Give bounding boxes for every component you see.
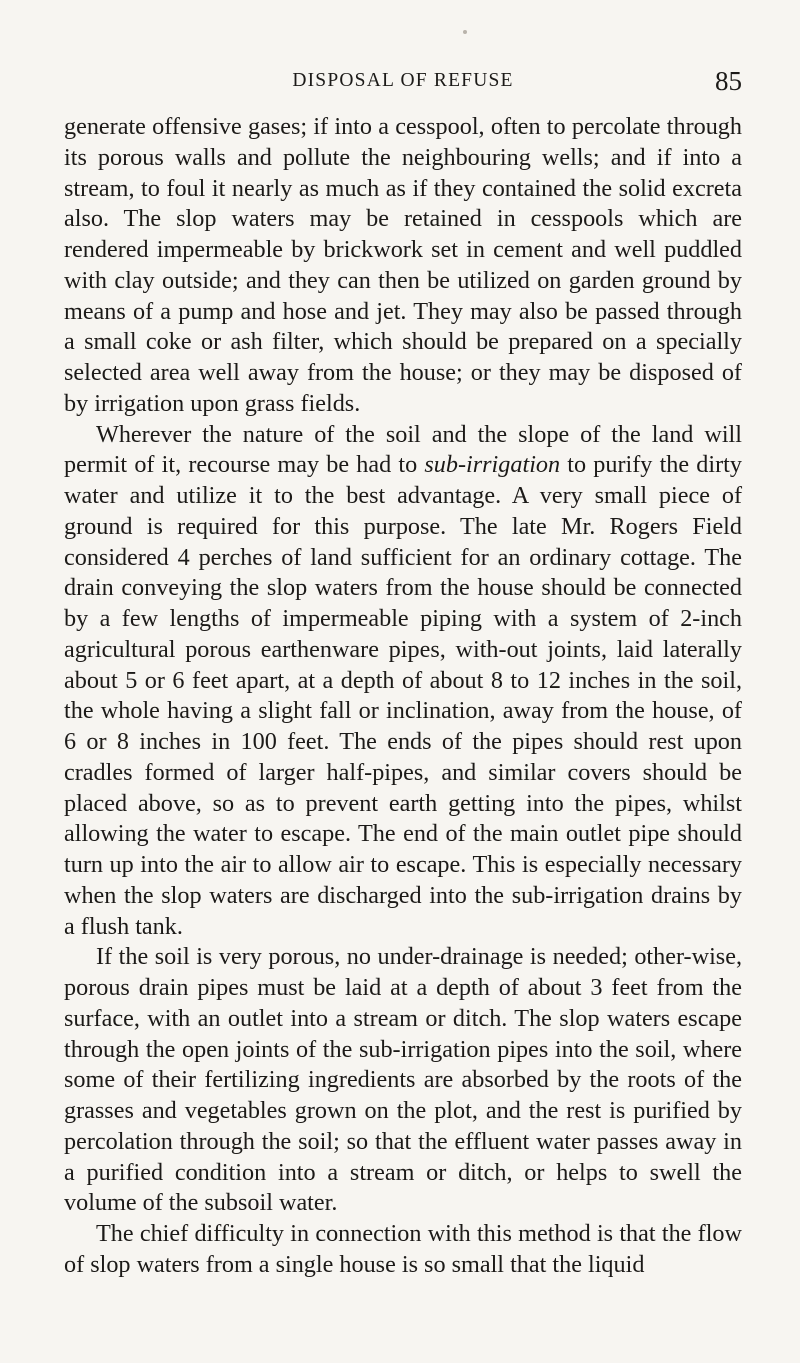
paragraph xyxy=(64,1219,742,1281)
text-run: Wherever the nature of the soil and the slope of the land will permit of it, recourse may be had to xyxy=(64,420,742,479)
body-text xyxy=(64,112,742,1281)
text-run: to purify the dirty water and utilize it to the best advantage. A very small piece of ground is required for this purpose. The late Mr. Rogers Field considered 4 perches of land sufficient for an ordinary cottage. The drain conveying the slop waters from the house should be connected by a few lengths of impermeable piping with a system of 2-inch agricultural porous earthenware pipes, with-out joints, laid laterally about 5 or 6 feet apart, at a depth of about 8 to 12 inches in the soil, the whole having a slight fall or inclination, away from the house, of 6 or 8 inches in 100 feet. The ends of the pipes should rest upon cradles formed of larger half-pipes, and similar covers should be placed above, so as to prevent earth getting into the pipes, whilst allowing the water to escape. The end of the main outlet pipe should turn up into the air to allow air to escape. This is especially necessary when the slop waters are discharged into the sub-irrigation drains by a flush tank. xyxy=(64,451,742,940)
paragraph xyxy=(64,112,742,420)
text-run: If the soil is very porous, no under-drainage is needed; other-wise, porous drain pipes must be laid at a depth of about 3 feet from the surface, with an outlet into a stream or ditch. The slop waters escape through the open joints of the sub-irrigation pipes into the soil, where some of their fertilizing ingredients are absorbed by the roots of the grasses and vegetables grown on the plot, and the rest is purified by percolation through the soil; so that the effluent water passes away in a purified condition into a stream or ditch, or helps to swell the volume of the subsoil water. xyxy=(64,943,742,1217)
paragraph xyxy=(64,942,742,1219)
page-number: 85 xyxy=(715,66,742,96)
paragraph xyxy=(64,420,742,943)
text-run: generate offensive gases; if into a cesspool, often to percolate through its porous walls and pollute the neighbouring wells; and if into a stream, to foul it nearly as much as if they contained the solid excreta also. The slop waters may be retained in cesspools which are rendered impermeable by brickwork set in cement and well puddled with clay outside; and they can then be utilized on garden ground by means of a pump and hose and jet. They may also be passed through a small coke or ash filter, which should be prepared on a specially selected area well away from the house; or they may be disposed of by irrigation upon grass fields. xyxy=(64,113,742,417)
italic-term: sub-irrigation xyxy=(424,451,561,479)
text-run: The chief difficulty in connection with this method is that the flow of slop waters from a single house is so small that the liquid xyxy=(64,1220,742,1278)
running-head xyxy=(64,66,742,96)
page-speck xyxy=(463,30,467,34)
running-title: DISPOSAL OF REFUSE xyxy=(292,70,514,91)
